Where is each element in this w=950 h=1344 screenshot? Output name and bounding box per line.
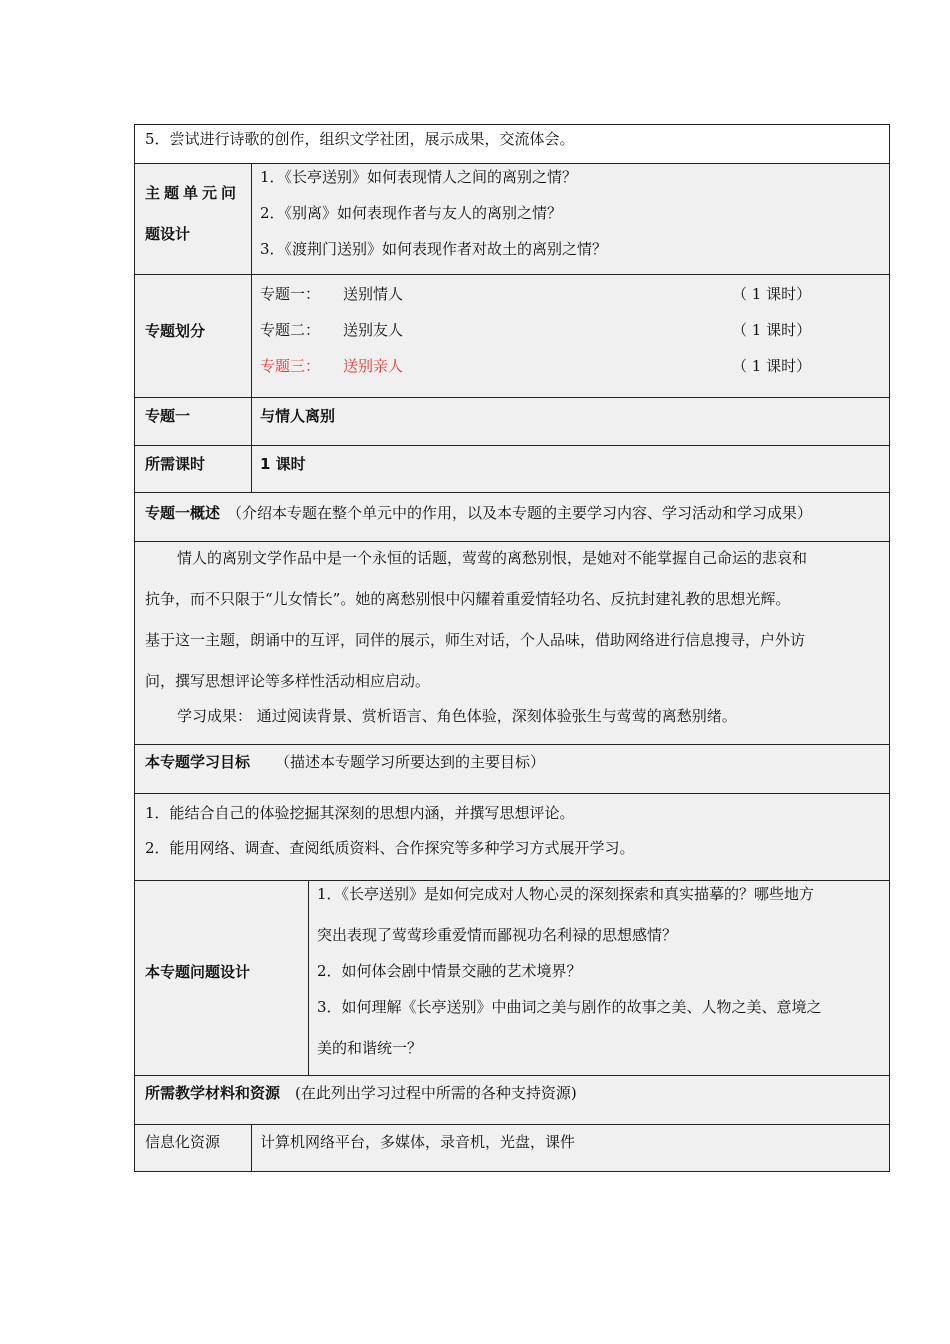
topic-name-highlight: 专题三： — [260, 357, 321, 375]
overview-line: 基于这一主题，朗诵中的互评，同伴的展示，师生对话，个人品味，借助网络进行信息搜寻，户外访 — [145, 631, 806, 649]
overview-outcome: 学习成果： 通过阅读背景、赏析语言、角色体验，深刻体验张生与莺莺的离愁别绪。 — [177, 707, 737, 725]
topic-question-line: 突出表现了莺莺珍重爱情而鄙视功名利禄的思想感情？ — [317, 926, 678, 944]
overview-content-row — [134, 541, 890, 745]
topic-title-highlight: 送别亲人 — [343, 357, 404, 375]
hours-label: 所需课时 — [145, 455, 206, 473]
materials-note: (在此列出学习过程中所需的各种支持资源) — [295, 1084, 577, 1102]
topic-hours: （ 1 课时） — [732, 357, 812, 375]
goal-item: 2．能用网络、调查、查阅纸质资料、合作探究等多种学习方式展开学习。 — [145, 839, 635, 857]
it-resources-value: 计算机网络平台，多媒体，录音机，光盘，课件 — [260, 1133, 576, 1151]
hours-value: 1 课时 — [260, 455, 306, 473]
topic1-label: 专题一 — [145, 407, 191, 425]
overview-line: 抗争，而不只限于“儿女情长”。她的离愁别恨中闪耀着重爱情轻功名、反抗封建礼教的思想光辉。 — [145, 590, 791, 608]
topic-question-line: 2．如何体会剧中情景交融的艺术境界？ — [317, 962, 582, 980]
topic-name: 专题一： — [260, 285, 321, 303]
topic-question-line: 1．《长亭送别》是如何完成对人物心灵的深刻探索和真实描摹的？哪些地方 — [317, 885, 815, 903]
topic-questions-label: 本专题问题设计 — [145, 963, 251, 981]
unit-questions-row — [134, 163, 890, 275]
overview-note: （介绍本专题在整个单元中的作用，以及本专题的主要学习内容、学习活动和学习成果） — [227, 504, 813, 522]
topic-questions-label-cell — [135, 881, 309, 1075]
goals-content-row — [134, 793, 890, 881]
unit-question-item: 3．《渡荆门送别》如何表现作者对故土的离别之情？ — [260, 240, 608, 258]
topic-question-line: 3．如何理解《长亭送别》中曲词之美与剧作的故事之美、人物之美、意境之 — [317, 998, 822, 1016]
topic-hours: （ 1 课时） — [732, 285, 812, 303]
goal-item: 1．能结合自己的体验挖掘其深刻的思想内涵，并撰写思想评论。 — [145, 804, 575, 822]
hours-label-cell — [135, 446, 252, 492]
topic-question-line: 美的和谐统一？ — [317, 1039, 423, 1057]
topic-name: 专题二： — [260, 321, 321, 339]
it-resources-label-cell — [135, 1125, 252, 1171]
it-resources-label: 信息化资源 — [145, 1133, 221, 1151]
topics-label: 专题划分 — [145, 322, 206, 340]
goals-header-row — [134, 744, 890, 794]
goals-note: （描述本专题学习所要达到的主要目标） — [275, 753, 546, 771]
overview-line: 问，撰写思想评论等多样性活动相应启动。 — [145, 672, 431, 690]
overview-header-row — [134, 492, 890, 542]
topic1-row — [134, 397, 890, 446]
topic-hours: （ 1 课时） — [732, 321, 812, 339]
unit-questions-label-cell — [135, 164, 252, 274]
topic-questions-row — [134, 880, 890, 1076]
overview-line: 情人的离别文学作品中是一个永恒的话题，莺莺的离愁别恨，是她对不能掌握自己命运的悲哀和 — [177, 549, 808, 567]
unit-questions-label-1: 主题单元问 — [145, 184, 241, 202]
hours-row — [134, 445, 890, 493]
overview-label: 专题一概述 — [145, 504, 221, 522]
materials-label: 所需教学材料和资源 — [145, 1084, 281, 1102]
intro-item: 5．尝试进行诗歌的创作，组织文学社团，展示成果，交流体会。 — [145, 130, 575, 148]
topics-label-cell — [135, 275, 252, 397]
unit-question-item: 1．《长亭送别》如何表现情人之间的离别之情？ — [260, 168, 578, 186]
topics-row — [134, 274, 890, 398]
it-resources-row — [134, 1124, 890, 1172]
topic-title: 送别情人 — [343, 285, 404, 303]
topic1-value: 与情人离别 — [260, 407, 336, 425]
topic-title: 送别友人 — [343, 321, 404, 339]
goals-label: 本专题学习目标 — [145, 753, 251, 771]
unit-questions-label-2: 题设计 — [145, 225, 191, 243]
topic1-label-cell — [135, 398, 252, 445]
unit-question-item: 2．《别离》如何表现作者与友人的离别之情？ — [260, 204, 563, 222]
intro-row — [134, 124, 890, 164]
materials-header-row — [134, 1075, 890, 1125]
